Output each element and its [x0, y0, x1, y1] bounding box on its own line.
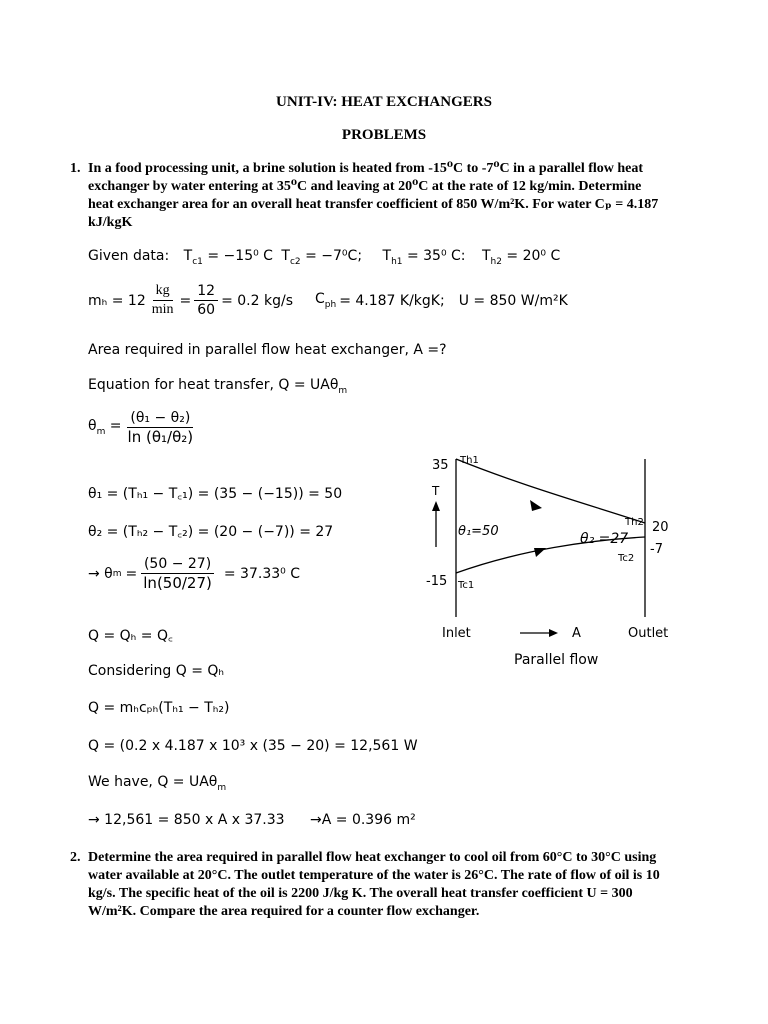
th1-label: Th1	[460, 455, 479, 466]
t-axis-arrowhead	[432, 501, 440, 511]
final-equation: → 12,561 = 850 x A x 37.33	[88, 812, 285, 828]
hot-fluid-curve	[456, 459, 645, 523]
cph-value: = 4.187 K/kgK;	[339, 292, 445, 309]
lmtd-calc-denominator: ln(50/27)	[143, 574, 212, 592]
final-area: →A = 0.396 m²	[310, 812, 416, 828]
problem-2	[70, 849, 680, 921]
outlet-label: Outlet	[628, 626, 669, 641]
section-title: PROBLEMS	[341, 127, 427, 143]
problem-2-number: 2.	[70, 850, 81, 865]
mh-kg: kg	[153, 283, 173, 301]
area-question: Area required in parallel flow heat exchanger, A =?	[88, 342, 447, 358]
heat-equation: Equation for heat transfer, Q = UAθ$_m$	[88, 377, 348, 396]
problem-2-line: water available at 20°C. The outlet temperature of the water is 26°C. The rate of flow of oil is 10	[88, 868, 660, 883]
tc1-value: = −15⁰ C	[207, 248, 273, 264]
problem-2-line: kg/s. The specific heat of the oil is 2200 J/kg K. The overall heat transfer coefficient U = 300	[88, 886, 633, 901]
mh-eq: =	[179, 292, 192, 309]
mh-lhs: mₕ = 12	[88, 292, 146, 309]
t-axis-label: T	[432, 484, 440, 498]
tc2-label: Tc2	[618, 553, 635, 564]
considering-line: Considering Q = Qₕ	[88, 663, 225, 679]
mh-min: min	[151, 302, 174, 317]
theta2-label: θ₂ =27	[580, 531, 629, 547]
tc2-value: = −7⁰C;	[305, 248, 363, 264]
y-top-value: 35	[432, 458, 449, 473]
hot-flow-arrow	[530, 500, 542, 511]
given-data-line: Given data: $T_{c1} = -15^0$ C $T_{c2} = -7^0C$; $T_{h1} = 35^0$ C: $T_{h2} = 20^0$ C	[88, 248, 561, 267]
problem-2-line: Determine the area required in parallel flow heat exchanger to cool oil from 60°C to 30°C using	[88, 850, 657, 865]
problem-1-line: In a food processing unit, a brine solution is heated from -15⁰C to -7⁰C in a parallel flow heat	[88, 161, 644, 176]
a-label: A	[572, 626, 581, 641]
problem-1-line: heat exchanger area for an overall heat transfer coefficient of 850 W/m²K. For water Cₚ = 4.187	[88, 197, 659, 212]
th1-value: = 35⁰ C:	[406, 248, 466, 264]
q-formula: Q = mₕcₚₕ(Tₕ₁ − Tₕ₂)	[88, 700, 230, 716]
parallel-flow-diagram	[420, 445, 690, 670]
given-label: Given data:	[88, 248, 170, 264]
problem-1-line: exchanger by water entering at 35⁰C and leaving at 20⁰C at the rate of 12 kg/min. Determine	[88, 179, 642, 194]
lmtd-numerator: (θ₁ − θ₂)	[127, 410, 193, 428]
right-top-value: 20	[652, 520, 669, 535]
theta2-equation: θ₂ = (Tₕ₂ − T꜀₂) = (20 − (−7)) = 27	[88, 524, 334, 540]
lmtd-calc-numerator: (50 − 27)	[141, 556, 214, 574]
mh-12: 12	[194, 283, 218, 301]
y-bottom-value: -15	[426, 574, 448, 589]
theta1-equation: θ₁ = (Tₕ₁ − T꜀₁) = (35 − (−15)) = 50	[88, 486, 343, 502]
cold-flow-arrow	[534, 548, 546, 557]
problem-1	[70, 160, 680, 232]
problem-2-line: W/m²K. Compare the area required for a counter flow exchanger.	[88, 904, 480, 919]
a-axis-arrowhead	[549, 629, 558, 637]
mh-result: = 0.2 kg/s	[221, 292, 293, 309]
inlet-label: Inlet	[442, 626, 471, 641]
problem-1-line: kJ/kgK	[88, 215, 133, 230]
lmtd-definition: $\theta_m$ = $\frac{\text{(θ₁ − θ₂)}}{\text{ln (θ₁/θ₂)}}$	[88, 410, 199, 445]
we-have-line: We have, Q = UAθ$_m$	[88, 774, 227, 793]
q-value: Q = (0.2 x 4.187 x 10³ x (35 − 20) = 12,561 W	[88, 738, 418, 754]
lmtd-result: = 37.33⁰ C	[223, 565, 300, 582]
lmtd-denominator: ln (θ₁/θ₂)	[127, 428, 194, 446]
mass-flow-line: mₕ = 12 $\frac{kg}{\min}$ = $\frac{12}{60}$ = 0.2 kg/s $C_{ph}$ = 4.187 K/kgK; U = 850 W/m²K	[88, 283, 568, 318]
diagram-caption: Parallel flow	[514, 652, 599, 668]
th2-label: Th2	[625, 517, 644, 528]
problem-1-number: 1.	[70, 161, 81, 176]
th2-value: = 20⁰ C	[506, 248, 561, 264]
mh-60: 60	[197, 302, 216, 318]
q-equality: Q = Qₕ = Q꜀	[88, 628, 173, 644]
right-bottom-value: -7	[650, 542, 663, 557]
page-title: UNIT-IV: HEAT EXCHANGERS	[276, 94, 492, 110]
tc1-label: Tc1	[458, 580, 475, 591]
theta1-label: θ₁=50	[458, 524, 499, 539]
u-value: U = 850 W/m²K	[458, 292, 568, 309]
lmtd-calculation: → θ m = $\frac{(50 - 27)}{\ln(50/27)}$ = 37.33⁰ C	[88, 556, 300, 592]
